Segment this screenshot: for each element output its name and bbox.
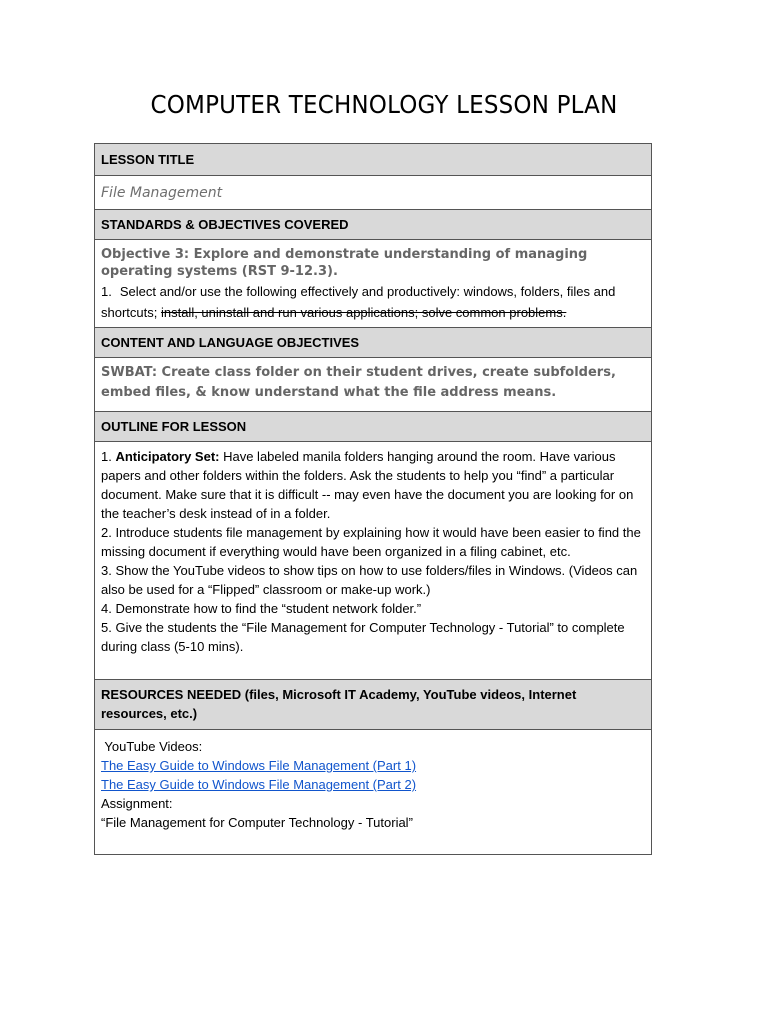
outline-step-1-number: 1. [101,449,116,464]
outline-step-4: 4. Demonstrate how to find the “student network folder.” [101,601,422,616]
lesson-plan-table [94,143,652,855]
outline-header: OUTLINE FOR LESSON [95,412,651,442]
objective-item-number: 1. [101,284,112,299]
objective-item [101,281,645,323]
assignment-value: “File Management for Computer Technology - Tutorial” [101,815,413,830]
outline-step-3: 3. Show the YouTube videos to show tips on how to use folders/files in Windows. (Videos can also be used for a “Flipped” classroom or make-up work.) [101,563,638,597]
objective-item-text: Select and/or use the following effectively and productively: windows, folders, files and shortcuts; [101,284,616,320]
lesson-title-header: LESSON TITLE [95,144,651,176]
objective-heading: Objective 3: Explore and demonstrate understanding of managing operating systems (RST 9-12.3). [101,247,588,279]
page-title: COMPUTER TECHNOLOGY LESSON PLAN [150,90,618,119]
videos-label: YouTube Videos: [101,739,203,754]
outline-step-5: 5. Give the students the “File Management for Computer Technology - Tutorial” to complete during class (5-10 mins). [101,620,625,654]
standards-header: STANDARDS & OBJECTIVES COVERED [95,210,651,240]
objective-item-strikethrough: install, uninstall and run various applications; solve common problems. [160,305,567,320]
swbat-text: SWBAT: Create class folder on their student drives, create subfolders, embed files, & know understand what the file address means. [95,358,651,412]
resources-header: RESOURCES NEEDED (files, Microsoft IT Academy, YouTube videos, Internet resources, etc.) [95,680,651,730]
outline-step-1-label: Anticipatory Set: [115,449,220,464]
resources-cell [95,730,651,854]
video-link-part-2[interactable]: The Easy Guide to Windows File Management (Part 2) [101,777,417,792]
video-link-part-1[interactable]: The Easy Guide to Windows File Management (Part 1) [101,758,417,773]
content-objectives-header: CONTENT AND LANGUAGE OBJECTIVES [95,328,651,358]
lesson-title-value: File Management [95,176,651,210]
objectives-cell [95,240,651,328]
outline-step-1-text: Have labeled manila folders hanging around the room. Have various papers and other folders within the folders. Ask the students to help you “find” a particular document. Make sure that it is difficult -- may even have the document you are looking for on the teacher’s desk instead of in a folder. [101,449,634,521]
outline-step-2: 2. Introduce students file management by explaining how it would have been easier to find the missing document if everything would have been organized in a filing cabinet, etc. [101,525,641,559]
assignment-label: Assignment: [101,796,173,811]
outline-cell [95,442,651,680]
outline-step-1 [101,447,645,523]
